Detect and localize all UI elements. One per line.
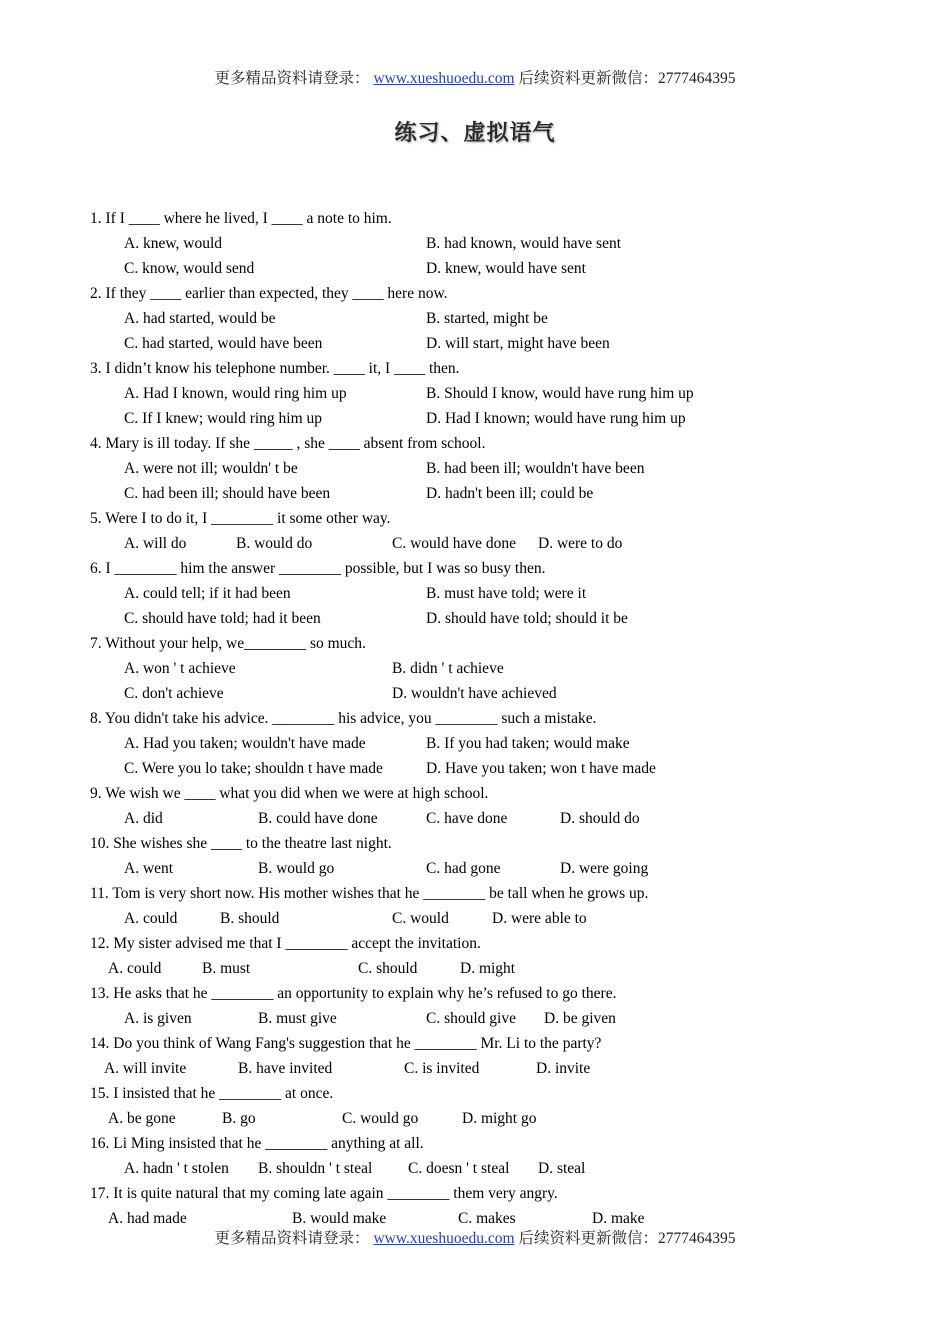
answer-option: C. would have done [392,535,516,552]
option-row [90,481,890,506]
option-row [90,581,890,606]
question-stem: 8. You didn't take his advice. ________ his advice, you ________ such a mistake. [90,710,597,727]
question-stem: 5. Were I to do it, I ________ it some other way. [90,510,391,527]
option-row [90,231,890,256]
page-title: 练习、虚拟语气 [394,121,556,146]
option-row [90,256,890,281]
answer-option: A. knew, would [124,235,223,252]
answer-option: B. would do [236,535,313,552]
option-row [90,381,890,406]
answer-option: D. be given [544,1010,616,1027]
option-row [90,856,890,881]
answer-option: D. hadn't been ill; could be [426,485,594,502]
option-row [90,906,890,931]
option-row [90,1156,890,1181]
question-stem: 1. If I ____ where he lived, I ____ a note to him. [90,210,392,227]
answer-option: B. should [220,910,280,927]
answer-option: A. be gone [108,1110,176,1127]
answer-option: D. should do [560,810,640,827]
answer-option: D. might go [462,1110,537,1127]
answer-option: C. have done [426,810,508,827]
answer-option: D. were to do [538,535,623,552]
answer-option: D. steal [538,1160,586,1177]
answer-option: A. is given [124,1010,192,1027]
answer-option: A. won ' t achieve [124,660,236,677]
answer-option: D. invite [536,1060,591,1077]
option-row [90,1106,890,1131]
answer-option: A. were not ill; wouldn' t be [124,460,298,477]
answer-option: A. could [124,910,178,927]
question-stem: 12. My sister advised me that I ________ accept the invitation. [90,935,481,952]
option-row [90,806,890,831]
option-row [90,306,890,331]
answer-option: B. had been ill; wouldn't have been [426,460,645,477]
answer-option: D. might [460,960,516,977]
answer-option: B. Should I know, would have rung him up [426,385,694,402]
answer-option: C. had been ill; should have been [124,485,331,502]
question-stem: 7. Without your help, we________ so much. [90,635,366,652]
answer-option: C. makes [458,1210,516,1227]
question-stem: 2. If they ____ earlier than expected, they ____ here now. [90,285,448,302]
answer-option: D. knew, would have sent [426,260,586,277]
footer-link[interactable]: www.xueshuoedu.com [373,1230,515,1247]
answer-option: A. hadn ' t stolen [124,1160,229,1177]
answer-option: A. will do [124,535,187,552]
answer-option: C. would go [342,1110,419,1127]
answer-option: B. have invited [238,1060,333,1077]
answer-option: D. were able to [492,910,587,927]
answer-option: D. should have told; should it be [426,610,628,627]
question-stem: 9. We wish we ____ what you did when we were at high school. [90,785,489,802]
answer-option: B. had known, would have sent [426,235,622,252]
answer-option: B. must have told; were it [426,585,587,602]
footer-banner [0,1226,950,1248]
answer-option: A. could [108,960,162,977]
header-suffix: 后续资料更新微信：2777464395 [518,70,736,87]
option-row [90,756,890,781]
question-stem: 10. She wishes she ____ to the theatre last night. [90,835,392,852]
answer-option: A. went [124,860,174,877]
option-row [90,1056,890,1081]
answer-option: C. Were you lo take; shouldn t have made [124,760,383,777]
answer-option: B. would make [292,1210,387,1227]
header-prefix: 更多精品资料请登录： [214,70,370,87]
answer-option: C. would [392,910,449,927]
answer-option: B. If you had taken; would make [426,735,630,752]
answer-option: C. should [358,960,418,977]
answer-option: A. Had I known, would ring him up [124,385,347,402]
option-row [90,331,890,356]
answer-option: C. doesn ' t steal [408,1160,510,1177]
answer-option: D. make [592,1210,645,1227]
answer-option: B. didn ' t achieve [392,660,504,677]
option-row [90,456,890,481]
question-stem: 17. It is quite natural that my coming late again ________ them very angry. [90,1185,558,1202]
answer-option: A. Had you taken; wouldn't have made [124,735,366,752]
question-stem: 11. Tom is very short now. His mother wishes that he ________ be tall when he grows up. [90,885,649,902]
option-row [90,1006,890,1031]
answer-option: B. go [222,1110,256,1127]
header-link[interactable]: www.xueshuoedu.com [373,70,515,87]
option-row [90,606,890,631]
answer-option: A. had started, would be [124,310,276,327]
answer-option: D. wouldn't have achieved [392,685,557,702]
question-stem: 13. He asks that he ________ an opportunity to explain why he’s refused to go there. [90,985,617,1002]
answer-option: C. If I knew; would ring him up [124,410,323,427]
footer-prefix: 更多精品资料请登录： [214,1230,370,1247]
answer-option: B. could have done [258,810,378,827]
answer-option: A. will invite [104,1060,187,1077]
answer-option: C. had started, would have been [124,335,323,352]
answer-option: D. Had I known; would have rung him up [426,410,686,427]
option-row [90,531,890,556]
answer-option: D. will start, might have been [426,335,610,352]
question-stem: 4. Mary is ill today. If she _____ , she ____ absent from school. [90,435,486,452]
question-list [90,206,890,1231]
answer-option: A. could tell; if it had been [124,585,291,602]
option-row [90,406,890,431]
footer-suffix: 后续资料更新微信：2777464395 [518,1230,736,1247]
header-banner [0,66,950,88]
answer-option: A. did [124,810,163,827]
question-stem: 14. Do you think of Wang Fang's suggestion that he ________ Mr. Li to the party? [90,1035,602,1052]
answer-option: B. would go [258,860,335,877]
answer-option: B. shouldn ' t steal [258,1160,373,1177]
answer-option: C. should give [426,1010,516,1027]
option-row [90,956,890,981]
answer-option: D. Have you taken; won t have made [426,760,656,777]
question-stem: 6. I ________ him the answer ________ possible, but I was so busy then. [90,560,546,577]
answer-option: B. must [202,960,251,977]
option-row [90,681,890,706]
answer-option: C. is invited [404,1060,480,1077]
answer-option: D. were going [560,860,649,877]
answer-option: B. started, might be [426,310,548,327]
question-stem: 3. I didn’t know his telephone number. ____ it, I ____ then. [90,360,460,377]
answer-option: C. know, would send [124,260,255,277]
question-stem: 15. I insisted that he ________ at once. [90,1085,334,1102]
question-stem: 16. Li Ming insisted that he ________ anything at all. [90,1135,424,1152]
answer-option: B. must give [258,1010,337,1027]
option-row [90,731,890,756]
answer-option: C. should have told; had it been [124,610,321,627]
answer-option: C. don't achieve [124,685,224,702]
answer-option: C. had gone [426,860,501,877]
option-row [90,656,890,681]
answer-option: A. had made [108,1210,187,1227]
